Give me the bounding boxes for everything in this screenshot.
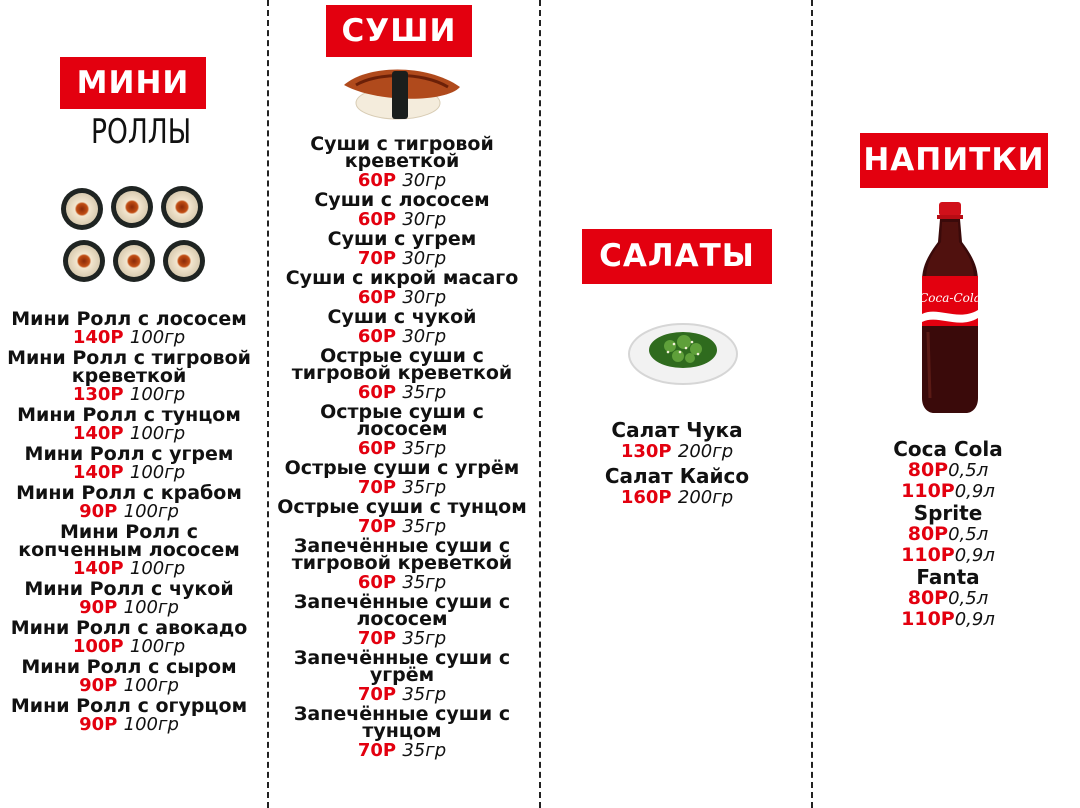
item-name: Суши с чукой: [327, 306, 477, 328]
menu-item: [816, 502, 1080, 566]
item-weight: 35гр: [402, 382, 447, 403]
menu-item: [272, 703, 532, 761]
item-name: Мини Ролл с лососем: [11, 308, 247, 330]
menu-item: [0, 406, 258, 444]
item-price: 90Р: [79, 501, 118, 522]
menu-item: [0, 445, 258, 483]
item-price: 160Р: [620, 487, 672, 508]
price-line: [816, 481, 1080, 502]
item-price: 70Р: [357, 684, 397, 705]
item-name: Мини Ролл с копченным лососем: [18, 521, 240, 561]
item-weight: 100гр: [129, 558, 186, 579]
item-name: Мини Ролл с тунцом: [17, 404, 241, 426]
item-volume: 0,9л: [954, 481, 995, 502]
menu-item: [0, 658, 258, 696]
price-line: [272, 438, 532, 459]
price-line: [0, 637, 258, 657]
menu-item: [272, 306, 532, 347]
item-price: 70Р: [357, 477, 397, 498]
item-price: 80Р: [907, 523, 949, 545]
item-price: 110Р: [901, 544, 955, 566]
item-weight: 100гр: [123, 501, 179, 522]
item-name: Мини Ролл с крабом: [16, 482, 242, 504]
menu-item: [0, 310, 258, 348]
item-price: 60Р: [357, 572, 397, 593]
item-weight: 35гр: [402, 477, 447, 498]
price-line: [272, 477, 532, 498]
item-name: Мини Ролл с сыром: [21, 656, 237, 678]
item-name: Суши с икрой масаго: [285, 267, 519, 289]
menu-item: [272, 267, 532, 308]
item-weight: 100гр: [129, 423, 186, 444]
item-name: Мини Ролл с угрем: [24, 443, 234, 465]
item-name: Мини Ролл с авокадо: [10, 617, 248, 639]
menu-item: [272, 401, 532, 459]
item-weight: 35гр: [402, 740, 447, 761]
price-line: [0, 559, 258, 579]
menu-item: [0, 523, 258, 579]
item-price: 140Р: [72, 327, 124, 348]
item-name: Запечённые суши с тунцом: [293, 703, 511, 742]
item-price: 60Р: [357, 209, 397, 230]
column-divider-2: [539, 0, 541, 808]
item-price: 60Р: [357, 326, 397, 347]
item-name: Coca Cola: [893, 437, 1003, 461]
item-name: Салат Кайсо: [604, 464, 750, 488]
mini-rolls-list: [0, 310, 258, 736]
item-weight: 100гр: [129, 384, 186, 405]
item-price: 130Р: [72, 384, 124, 405]
mini-section-subtitle: РОЛЛЫ: [91, 112, 192, 152]
price-line: [0, 598, 258, 618]
menu-item: [0, 484, 258, 522]
item-weight: 100гр: [123, 597, 179, 618]
bottle-label-text: Coca-Cola: [919, 291, 981, 305]
item-weight: 35гр: [402, 438, 447, 459]
salad-section-title: САЛАТЫ: [582, 229, 772, 284]
menu-item: [272, 133, 532, 191]
sushi-section-title: СУШИ: [326, 5, 472, 57]
price-line: [816, 609, 1080, 630]
item-price: 110Р: [901, 608, 955, 630]
menu-item: [272, 189, 532, 230]
item-price: 80Р: [907, 587, 949, 609]
menu-item: [816, 438, 1080, 502]
item-name: Суши с тигровой креветкой: [310, 133, 494, 172]
item-name: Запечённые суши с угрём: [293, 647, 511, 686]
price-line: [0, 385, 258, 405]
menu-item: [544, 464, 810, 508]
item-price: 70Р: [357, 248, 397, 269]
item-price: 140Р: [72, 423, 124, 444]
item-price: 90Р: [79, 714, 118, 735]
item-name: Острые суши с угрём: [284, 457, 520, 479]
mini-section-title: МИНИ: [60, 57, 206, 109]
item-volume: 0,5л: [948, 588, 989, 609]
menu-item: [272, 345, 532, 403]
price-line: [816, 524, 1080, 545]
price-line: [816, 545, 1080, 566]
item-name: Салат Чука: [611, 418, 743, 442]
menu-item: [0, 580, 258, 618]
menu-item: [272, 457, 532, 498]
price-line: [816, 460, 1080, 481]
price-line: [0, 424, 258, 444]
item-name: Мини Ролл с чукой: [24, 578, 234, 600]
price-line: [816, 588, 1080, 609]
item-price: 130Р: [620, 441, 672, 462]
item-price: 110Р: [901, 480, 955, 502]
menu-item: [272, 591, 532, 649]
item-price: 70Р: [357, 516, 397, 537]
item-price: 100Р: [72, 636, 124, 657]
item-weight: 30гр: [402, 209, 447, 230]
sushi-list: [272, 133, 532, 762]
price-line: [0, 328, 258, 348]
item-price: 60Р: [357, 287, 397, 308]
item-volume: 0,9л: [954, 545, 995, 566]
item-name: Fanta: [916, 565, 980, 589]
price-line: [272, 740, 532, 761]
item-weight: 30гр: [402, 326, 447, 347]
item-volume: 0,9л: [954, 609, 995, 630]
item-price: 60Р: [357, 382, 397, 403]
item-weight: 30гр: [402, 170, 447, 191]
item-price: 60Р: [357, 438, 397, 459]
price-line: [0, 502, 258, 522]
price-line: [0, 463, 258, 483]
price-line: [272, 287, 532, 308]
item-weight: 35гр: [402, 684, 447, 705]
menu-item: [544, 418, 810, 462]
price-line: [272, 248, 532, 269]
item-weight: 30гр: [402, 248, 447, 269]
item-weight: 100гр: [123, 714, 179, 735]
item-price: 90Р: [79, 675, 118, 696]
item-name: Sprite: [913, 501, 983, 525]
price-line: [544, 488, 810, 508]
item-weight: 100гр: [123, 675, 179, 696]
item-weight: 200гр: [677, 441, 734, 462]
price-line: [0, 676, 258, 696]
price-line: [272, 326, 532, 347]
menu-item: [0, 619, 258, 657]
item-weight: 30гр: [402, 287, 447, 308]
menu-item: [0, 349, 258, 405]
item-name: Суши с лососем: [314, 189, 490, 211]
item-price: 60Р: [357, 170, 397, 191]
item-name: Мини Ролл с огурцом: [10, 695, 248, 717]
item-name: Острые суши с тигровой креветкой: [291, 345, 513, 384]
menu-item: [816, 566, 1080, 630]
price-line: [272, 382, 532, 403]
item-weight: 100гр: [129, 462, 186, 483]
item-price: 140Р: [72, 462, 124, 483]
cola-bottle-photo: [918, 202, 982, 414]
price-line: [272, 628, 532, 649]
menu-item: [0, 697, 258, 735]
item-name: Суши с угрем: [327, 228, 477, 250]
mini-rolls-photo: [58, 185, 208, 285]
item-price: 90Р: [79, 597, 118, 618]
item-weight: 35гр: [402, 628, 447, 649]
drinks-section-title: НАПИТКИ: [860, 133, 1048, 188]
price-line: [272, 572, 532, 593]
item-volume: 0,5л: [948, 524, 989, 545]
price-line: [272, 209, 532, 230]
item-name: Острые суши с лососем: [320, 401, 484, 440]
price-line: [544, 442, 810, 462]
item-name: Острые суши с тунцом: [277, 496, 527, 518]
eel-nigiri-photo: [336, 63, 466, 123]
menu-item: [272, 228, 532, 269]
item-weight: 35гр: [402, 572, 447, 593]
column-divider-1: [267, 0, 269, 808]
column-divider-3: [811, 0, 813, 808]
item-weight: 100гр: [129, 636, 186, 657]
price-line: [272, 516, 532, 537]
item-price: 140Р: [72, 558, 124, 579]
drinks-list: [816, 438, 1080, 630]
item-price: 70Р: [357, 628, 397, 649]
price-line: [272, 170, 532, 191]
price-line: [0, 715, 258, 735]
menu-item: [272, 496, 532, 537]
item-volume: 0,5л: [948, 460, 989, 481]
item-name: Запечённые суши с лососем: [293, 591, 511, 630]
item-name: Мини Ролл с тигровой креветкой: [7, 347, 251, 387]
menu-item: [272, 535, 532, 593]
price-line: [272, 684, 532, 705]
salad-list: [544, 418, 810, 510]
item-price: 80Р: [907, 459, 949, 481]
item-weight: 200гр: [677, 487, 734, 508]
item-price: 70Р: [357, 740, 397, 761]
item-weight: 100гр: [129, 327, 186, 348]
item-weight: 35гр: [402, 516, 447, 537]
seaweed-salad-photo: [626, 316, 740, 386]
item-name: Запечённые суши с тигровой креветкой: [291, 535, 513, 574]
menu-item: [272, 647, 532, 705]
